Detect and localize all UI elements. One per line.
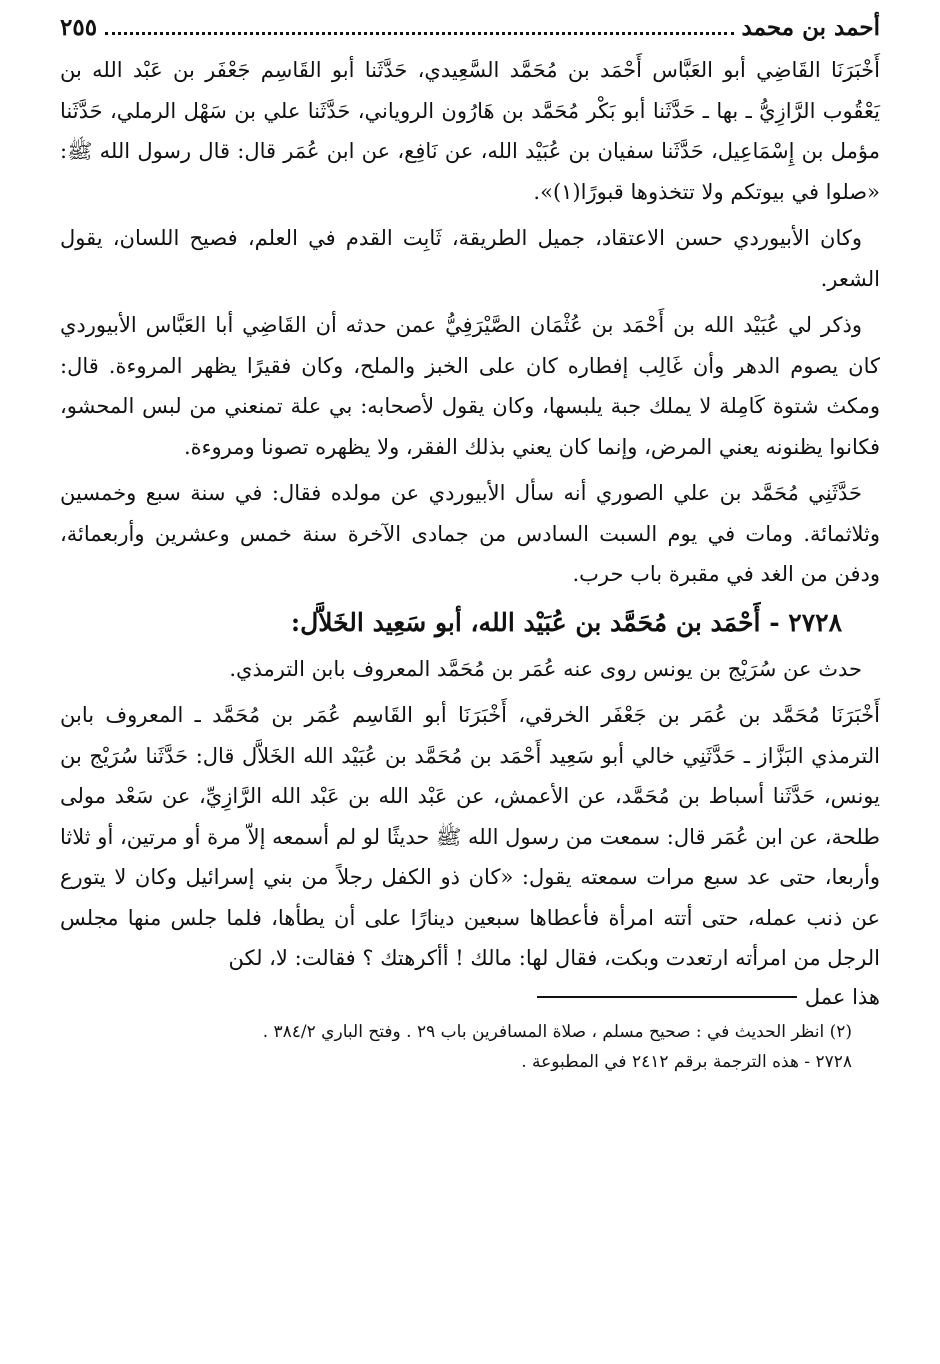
book-page <box>60 14 880 1354</box>
main-text <box>60 50 880 979</box>
paragraph-isnad-2: أَخْبَرَنَا مُحَمَّد بن عُمَر بن جَعْفَر الخرقي، أَخْبَرَنَا أبو القَاسِم عُمَر بن مُحَمَّد ـ المعروف بابن الترمذي البَزَّاز ـ حَدَّثَنِي خالي أبو سَعِيد أَحْمَد بن مُحَمَّد بن عُبَيْد الله الخَلاَّل قال: حَدَّثَنا سُرَيْج بن يونس، حَدَّثَنا أسباط بن مُحَمَّد، عن الأعمش، عن عَبْد الله بن عَبْد الله الرَّازِيِّ، عن سَعْد مولى طلحة، عن ابن عُمَر قال: سمعت من رسول الله ﷺ حديثًا لو لم أسمعه إلاّ مرة أو مرتين، أو ثلاثا وأربعا، حتى عد سبع مرات سمعته يقول: «كان ذو الكفل رجلاً من بني إسرائيل وكان لا يتورع عن ذنب عمله، حتى أتته امرأة فأعطاها سبعين دينارًا على أن يطأها، فلما جلس منها مجلس الرجل من امرأته ارتعدت وبكت، فقال لها: مالك ! أأكرهتك ؟ فقالت: لا، لكن <box>60 703 880 970</box>
footnote-rule <box>537 996 797 998</box>
footnote-divider <box>60 985 880 1009</box>
paragraph-anecdote: وذكر لي عُبَيْد الله بن أَحْمَد بن عُثْمَان الصَّيْرَفِيُّ عمن حدثه أن القَاضِي أبا العَبَّاس الأبيوردي كان يصوم الدهر وأن غَالِب إفطاره كان على الخبز والملح، وكان فقيرًا يظهر المروءة. قال: ومكث شتوة كَامِلة لا يملك جبة يلبسها، وكان يقول لأصحابه: بي علة تمنعني من لبس المحشو، فكانوا يظنونه يعني المرض، وإنما كان يعني بذلك الفقر، ولا يظهره تصونا ومروءة. <box>60 313 880 459</box>
header-leader-dots <box>105 30 733 35</box>
paragraph-birth-death: حَدَّثَنِي مُحَمَّد بن علي الصوري أنه سأل الأبيوردي عن مولده فقال: في سنة سبع وخمسين وثلاثمائة. ومات في يوم السبت السادس من جمادى الآخرة سنة خمس وعشرين وأربعمائة، ودفن من الغد في مقبرة باب حرب. <box>60 481 880 586</box>
paragraph-description: وكان الأبيوردي حسن الاعتقاد، جميل الطريقة، ثَابِت القدم في العلم، فصيح اللسان، يقول الشعر. <box>60 226 880 291</box>
running-header <box>60 14 880 50</box>
biography-heading: ٢٧٢٨ - أَحْمَد بن مُحَمَّد بن عُبَيْد الله، أبو سَعِيد الخَلاَّل: <box>290 607 842 637</box>
page-number: ٢٥٥ <box>60 14 98 41</box>
catchword: هذا عمل <box>804 984 880 1009</box>
paragraph-isnad-1: أَخْبَرَنَا القَاضِي أبو العَبَّاس أَحْمَد بن مُحَمَّد السَّعِيدي، حَدَّثَنا أبو القَاسِم جَعْفَر بن عَبْد الله بن يَعْقُوب الرَّازِيُّ ـ بها ـ حَدَّثَنا أبو بَكْر مُحَمَّد بن هَارُون الروياني، حَدَّثَنا علي بن سَهْل الرملي، حَدَّثَنا مؤمل بن إِسْمَاعِيل، حَدَّثَنا سفيان بن عُبَيْد الله، عن نَافِع، عن ابن عُمَر قال: قال رسول الله ﷺ: «صلوا في بيوتكم ولا تتخذوها قبورًا(١)». <box>60 58 880 204</box>
footnote-1: (٢) انظر الحديث في : صحيح مسلم ، صلاة المسافرين باب ٢٩ . وفتح الباري ٣٨٤/٢ . <box>262 1021 852 1042</box>
footnotes <box>60 1017 880 1077</box>
footnote-2: ٢٧٢٨ - هذه الترجمة برقم ٢٤١٢ في المطبوعة . <box>521 1051 852 1072</box>
running-title: أحمد بن محمد <box>741 14 880 41</box>
paragraph-bio-intro: حدث عن سُرَيْج بن يونس روى عنه عُمَر بن مُحَمَّد المعروف بابن الترمذي. <box>229 656 862 681</box>
